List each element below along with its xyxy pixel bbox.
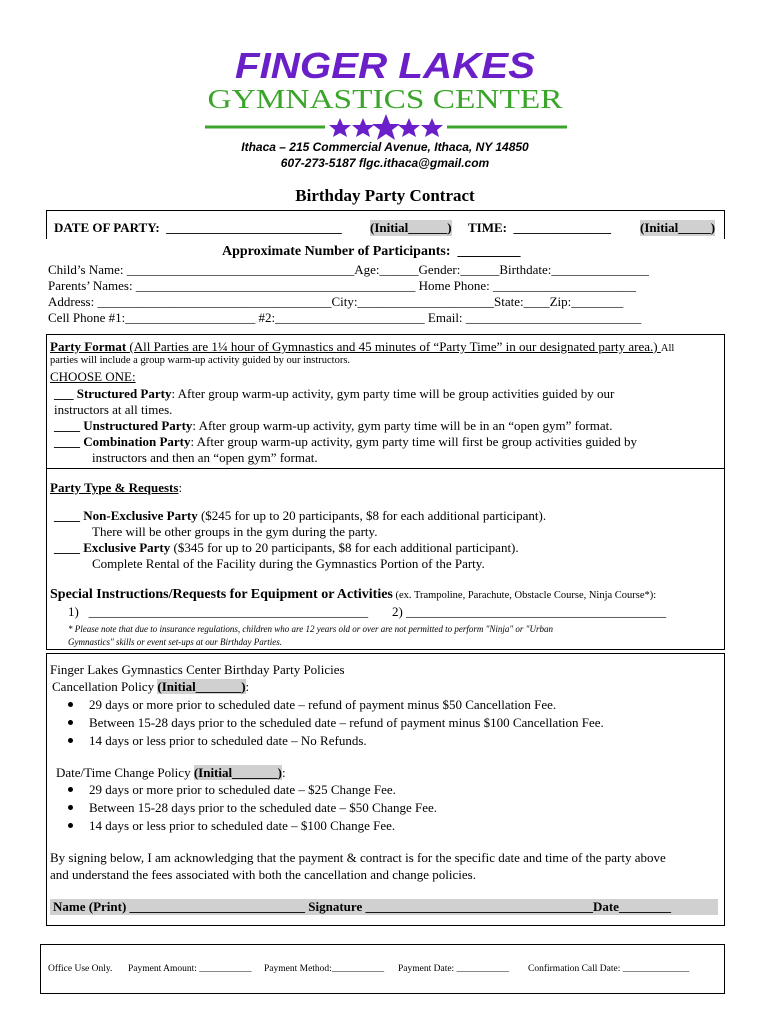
change-policy-title: Date/Time Change Policy [56,765,194,780]
cancellation-item [68,715,604,731]
office-use-label: Office Use Only. [48,964,113,974]
logo-line2: GYMNASTICS CENTER [207,84,563,114]
party-format-title: Party Format [50,339,127,354]
cancellation-policy-label [52,679,249,695]
change-colon: : [281,765,286,780]
structured-party-option[interactable] [54,386,614,402]
unstructured-party-label: ____ Unstructured Party [54,418,193,433]
bullet-icon [68,823,73,828]
payment-method-field[interactable]: Payment Method:___________ [264,964,385,974]
bullet-icon [68,787,73,792]
nonexclusive-party-option[interactable] [54,508,546,524]
cancellation-item [68,697,556,713]
exclusive-party-text2: Complete Rental of the Facility during the Gymnastics Portion of the Party. [92,556,485,571]
policies-heading: Finger Lakes Gymnastics Center Birthday Party Policies [50,662,345,677]
confirmation-call-date-field[interactable]: Confirmation Call Date: ______________ [528,964,690,974]
change-item-text: Between 15-28 days prior to the scheduled date – $50 Change Fee. [89,800,438,815]
participants-field[interactable]: Approximate Number of Participants: _________ [222,244,521,259]
bullet-icon [68,805,73,810]
combination-party-option[interactable] [54,434,637,450]
cancellation-item [68,733,367,749]
cell-phone-field[interactable]: Cell Phone #1:____________________ #2:_______________________ Email: ___________________________ [48,310,642,325]
structured-party-label: ___ Structured Party [54,386,172,401]
signature-line[interactable]: Name (Print) ___________________________ Signature ___________________________________Date________ [50,899,718,915]
childs-name-field[interactable]: Child’s Name: ___________________________________Age:______Gender:______Birthdate:_______________ [48,262,649,277]
exclusive-party-label: ____ Exclusive Party [54,540,171,555]
cancellation-colon: : [245,679,250,694]
logo-line1: FINGER LAKES [235,48,535,86]
acknowledgement-line-1: By signing below, I am acknowledging that the payment & contract is for the specific date and time of the party above [50,850,666,865]
contact-address: Ithaca – 215 Commercial Avenue, Ithaca, NY 14850 [241,140,529,154]
initial-field-2[interactable]: (Initial_____) [640,220,716,235]
logo-stars [329,114,443,140]
star-icon [352,118,374,137]
change-initial-field[interactable]: (Initial_______) [193,765,282,780]
initial-field-1[interactable]: (Initial______) [370,220,452,235]
bullet-icon [68,702,73,707]
star-icon [421,118,443,137]
change-item [68,782,396,798]
party-type-title: Party Type & Requests [50,480,179,495]
exclusive-party-text: ($345 for up to 20 participants, $8 for each additional participant). [170,540,519,555]
combination-party-text2: instructors and then an “open gym” format. [92,450,318,465]
bullet-icon [68,720,73,725]
acknowledgement-line-2: and understand the fees associated with both the cancellation and change policies. [50,867,476,882]
insurance-note-2: Gymnastics" skills or event set-ups at our Birthday Parties. [68,637,283,647]
payment-amount-field[interactable]: Payment Amount: ___________ [128,964,252,974]
finger-lakes-logo [200,48,570,143]
special-instructions-heading [50,586,656,604]
cancellation-item-text: 14 days or less prior to scheduled date – No Refunds. [89,733,367,748]
special-instructions-title: Special Instructions/Requests for Equipment or Activities [50,587,393,602]
party-format-line2: parties will include a group warm-up activity guided by our instructors. [50,355,351,366]
nonexclusive-party-text: ($245 for up to 20 participants, $8 for each additional participant). [197,508,547,523]
insurance-note-1: * Please note that due to insurance regulations, children who are 12 years old or over are not permitted to perform "Ninja" or "Urban [68,624,553,634]
address-field[interactable]: Address: ____________________________________City:_____________________State:____Zip:________ [48,294,624,309]
exclusive-party-option[interactable] [54,540,519,556]
bullet-icon [68,738,73,743]
combination-party-text: : After group warm-up activity, gym party time will first be group activities guided by [190,434,637,449]
change-item [68,818,395,834]
page-title: Birthday Party Contract [295,186,475,205]
party-type-heading [50,480,182,496]
change-item [68,800,437,816]
special-request-2[interactable]: 2) ________________________________________ [392,604,667,619]
cancellation-item-text: Between 15-28 days prior to the scheduled date – refund of payment minus $100 Cancellation Fee. [89,715,604,730]
cancellation-policy-title: Cancellation Policy [52,679,158,694]
structured-party-text: : After group warm-up activity, gym party time will be group activities guided by our [171,386,615,401]
date-of-party-field[interactable]: DATE OF PARTY: ___________________________ [54,220,342,235]
change-policy-label [56,765,286,781]
contact-phone-email: 607-273-5187 flgc.ithaca@gmail.com [280,156,490,170]
special-instructions-examples: (ex. Trampoline, Parachute, Obstacle Course, Ninja Course*): [392,590,657,601]
change-item-text: 14 days or less prior to scheduled date – $100 Change Fee. [89,818,396,833]
party-type-colon: : [178,480,183,495]
party-format-desc: (All Parties are 1¼ hour of Gymnastics and 45 minutes of “Party Time” in our designated party area.) [126,339,661,354]
star-icon [329,118,351,137]
time-field[interactable]: TIME: _______________ [468,220,611,235]
cancellation-item-text: 29 days or more prior to scheduled date – refund of payment minus $50 Cancellation Fee. [89,697,557,712]
parents-names-field[interactable]: Parents’ Names: ___________________________________________ Home Phone: ______________________ [48,278,636,293]
star-icon [398,118,420,137]
change-item-text: 29 days or more prior to scheduled date – $25 Change Fee. [89,782,396,797]
party-format-tail: All [660,343,675,354]
unstructured-party-option[interactable] [54,418,613,434]
star-icon [372,114,400,140]
structured-party-text2: instructors at all times. [54,402,173,417]
nonexclusive-party-text2: There will be other groups in the gym during the party. [92,524,378,539]
nonexclusive-party-label: ____ Non-Exclusive Party [54,508,198,523]
unstructured-party-text: : After group warm-up activity, gym party time will be in an “open gym” format. [192,418,613,433]
special-request-1[interactable]: 1) ___________________________________________ [68,604,369,619]
choose-one-label: CHOOSE ONE: [50,369,136,384]
cancellation-initial-field[interactable]: (Initial_______) [157,679,246,694]
payment-date-field[interactable]: Payment Date: ___________ [398,964,509,974]
combination-party-label: ____ Combination Party [54,434,191,449]
